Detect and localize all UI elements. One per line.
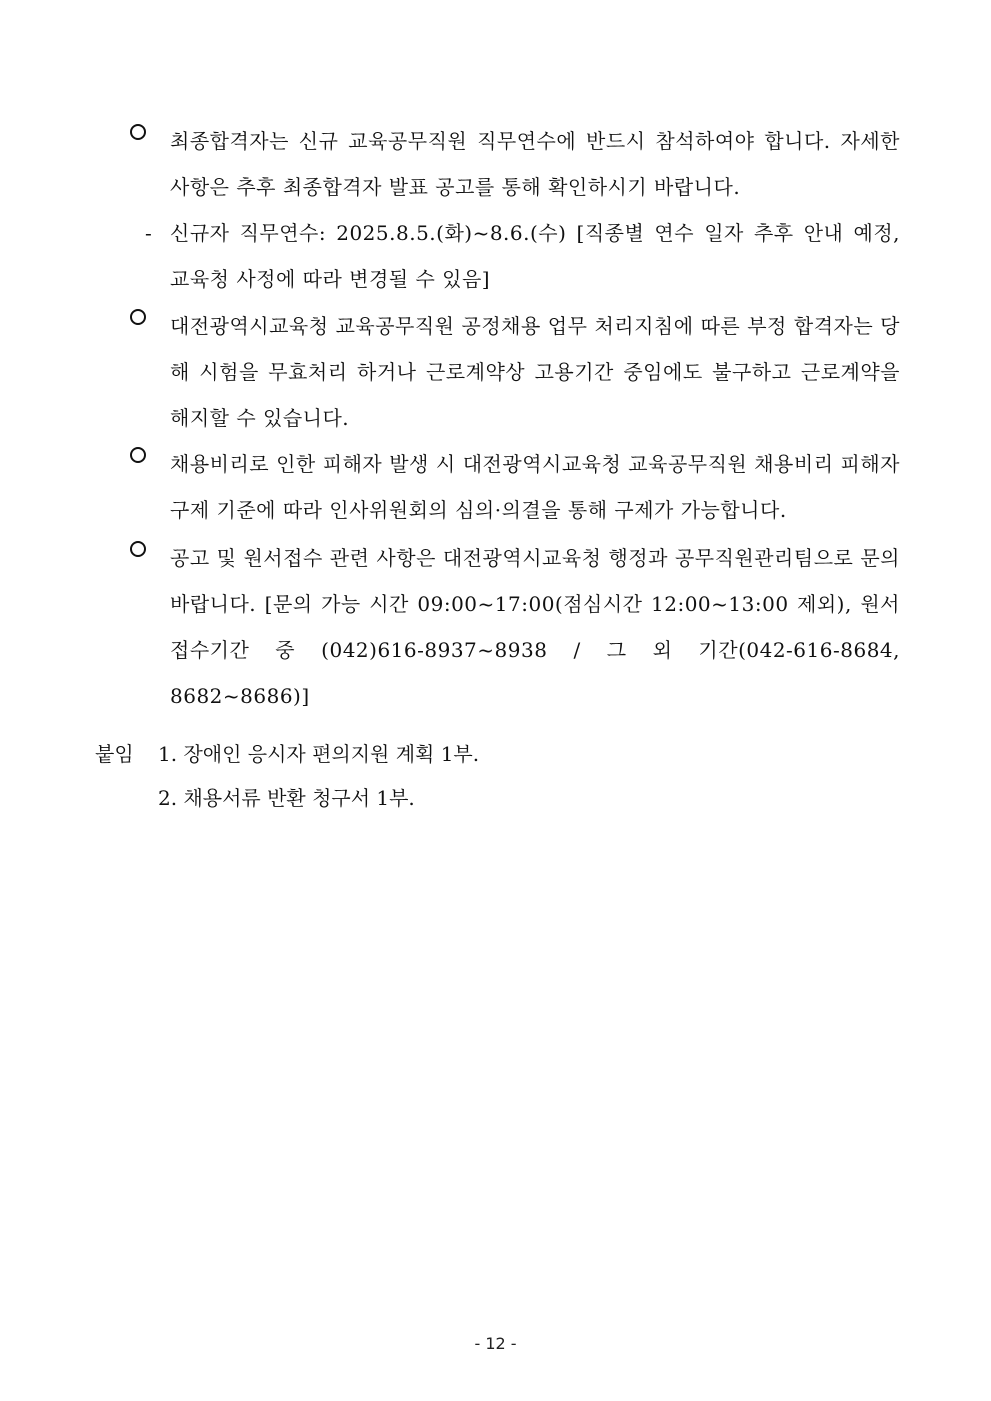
attachment-item: 2. 채용서류 반환 청구서 1부. [158, 786, 415, 810]
dash-bullet-icon: - [145, 221, 152, 245]
notice-paragraph-1 [130, 118, 900, 210]
attachment-item: 1. 장애인 응시자 편의지원 계획 1부. [158, 742, 480, 766]
page-number: - 12 - [474, 1334, 517, 1353]
attachments-section [95, 732, 895, 820]
circle-bullet-icon [130, 309, 146, 325]
circle-bullet-icon [130, 447, 146, 463]
paragraph-text: 채용비리로 인한 피해자 발생 시 대전광역시교육청 교육공무직원 채용비리 피해자 구제 기준에 따라 인사위원회의 심의·의결을 통해 구제가 가능합니다. [170, 452, 900, 522]
attachments-list [158, 732, 895, 820]
notice-paragraph-3 [130, 441, 900, 533]
notice-paragraph-4 [130, 535, 900, 719]
attachments-label: 붙임 [95, 742, 134, 766]
circle-bullet-icon [130, 124, 146, 140]
paragraph-text: 대전광역시교육청 교육공무직원 공정채용 업무 처리지침에 따른 부정 합격자는 당해 시험을 무효처리 하거나 근로계약상 고용기간 중임에도 불구하고 근로계약을 해지할 수 있습니다. [170, 314, 900, 430]
circle-bullet-icon [130, 541, 146, 557]
notice-paragraph-2 [130, 303, 900, 441]
notice-subitem-1 [145, 210, 900, 302]
paragraph-text: 최종합격자는 신규 교육공무직원 직무연수에 반드시 참석하여야 합니다. 자세한 사항은 추후 최종합격자 발표 공고를 통해 확인하시기 바랍니다. [170, 129, 900, 199]
subitem-text: 신규자 직무연수: 2025.8.5.(화)~8.6.(수) [직종별 연수 일자 추후 안내 예정, 교육청 사정에 따라 변경될 수 있음] [170, 221, 900, 291]
paragraph-text: 공고 및 원서접수 관련 사항은 대전광역시교육청 행정과 공무직원관리팀으로 문의 바랍니다. [문의 가능 시간 09:00~17:00(점심시간 12:00~13:00 제외), 원서 접수기간 중 (042)616-8937~8938 / 그 외 기간(042-616-8684, 8682~8686)] [170, 546, 900, 708]
